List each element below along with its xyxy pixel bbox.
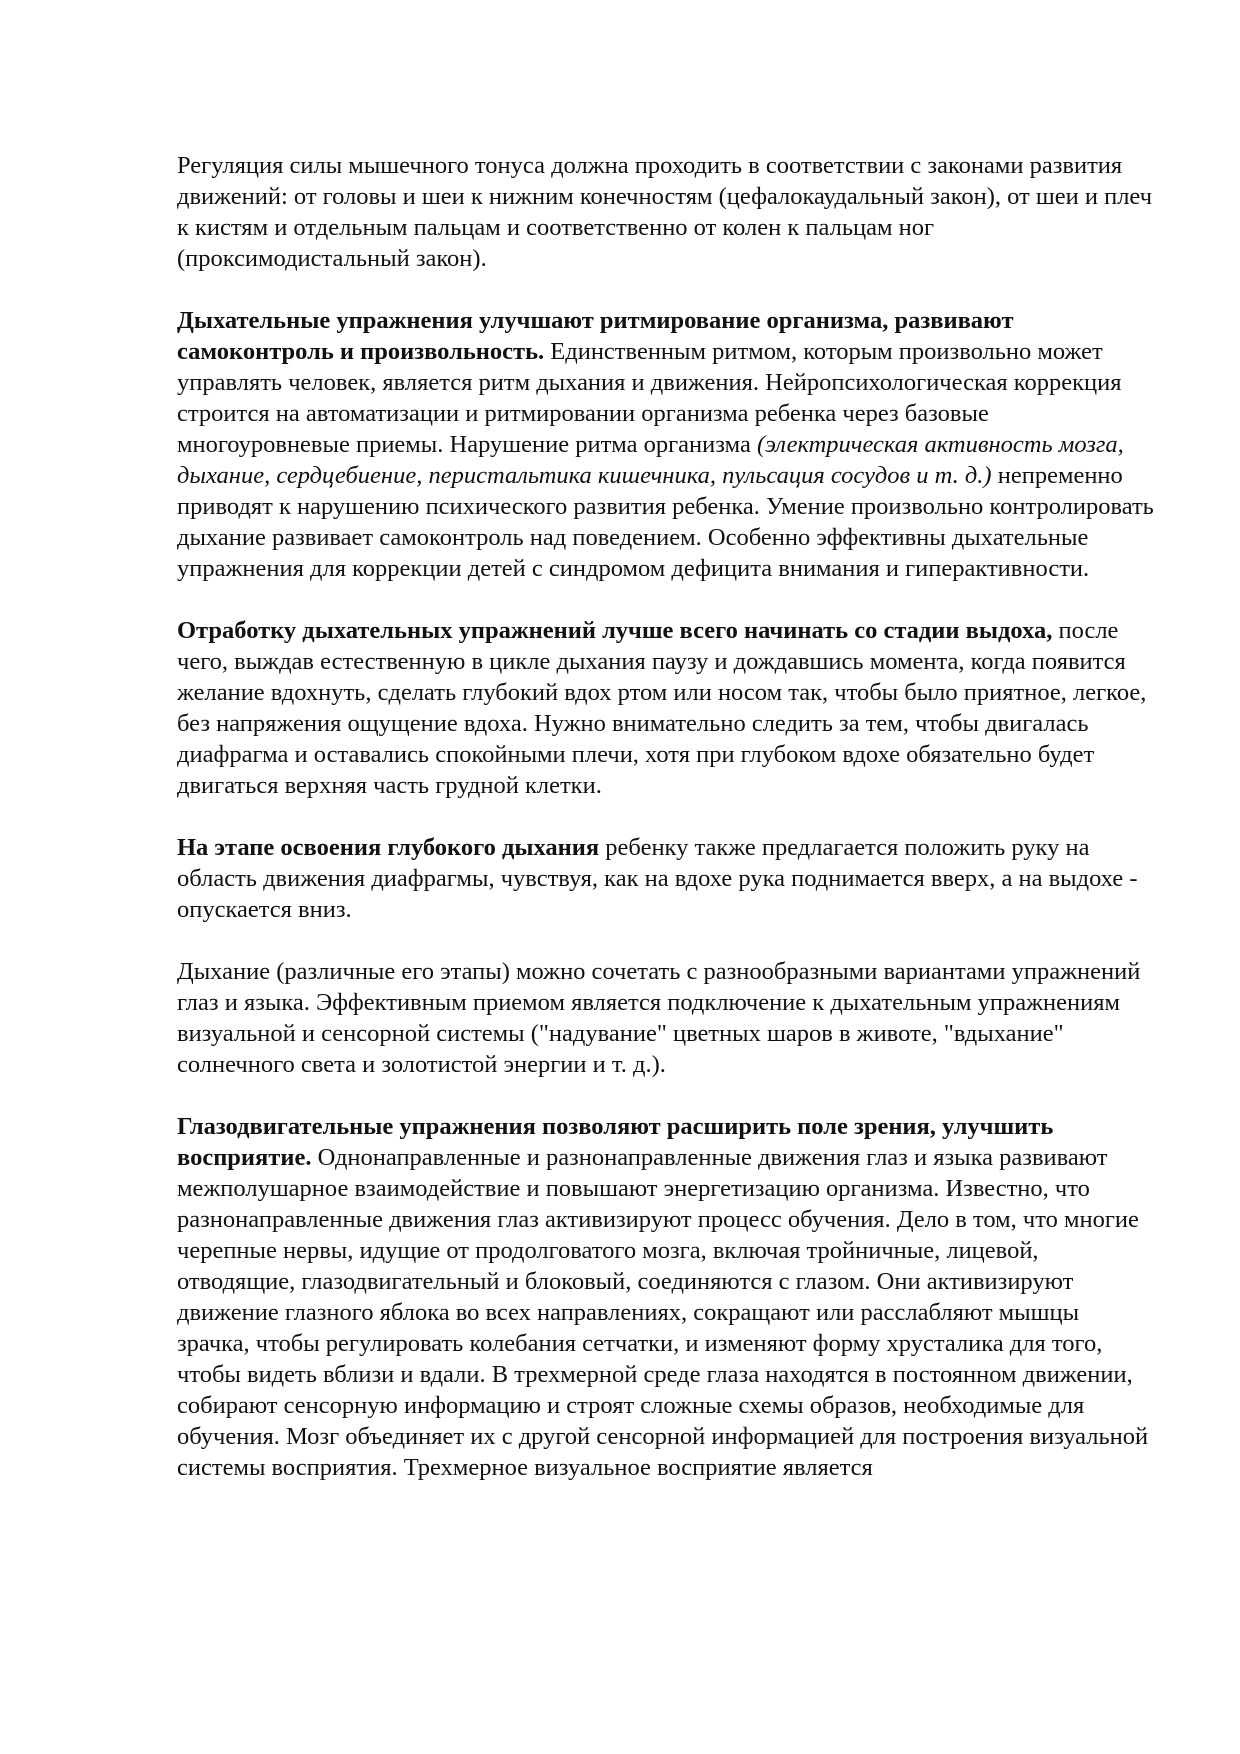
document-page [177,150,1157,1483]
paragraph-eye-movement-exercises [177,1111,1157,1483]
paragraph-text: после чего, выждав естественную в цикле дыхания паузу и дождавшись момента, когда появится желание вдохнуть, сделать глубокий вдох ртом или носом так, чтобы было приятное, легкое, без напряжения ощущение вдоха. Нужно внимательно следить за тем, чтобы двигалась диафрагма и оставались спокойными плечи, хотя при глубоком вдохе обязательно будет двигаться верхняя часть грудной клетки. [177,617,1147,799]
paragraph-text: Дыхание (различные его этапы) можно сочетать с разнообразными вариантами упражнений глаз и языка. Эффективным приемом является подключение к дыхательным упражнениям визуальной и сенсорной системы ("надувание" цветных шаров в животе, "вдыхание" солнечного света и золотистой энергии и т. д.). [177,958,1141,1078]
paragraph-breathing-exercises [177,305,1157,584]
paragraph-heading: Дыхательные упражнения улучшают ритмирование организма, развивают самоконтроль и произвольность. [177,307,1014,365]
paragraph-exhale-stage [177,615,1157,801]
paragraph-text: Однонаправленные и разнонаправленные движения глаз и языка развивают межполушарное взаимодействие и повышают энергетизацию организма. Известно, что разнонаправленные движения глаз активизируют процесс обучения. Дело в том, что многие черепные нервы, идущие от продолговатого мозга, включая тройничные, лицевой, отводящие, глазодвигательный и блоковый, соединяются с глазом. Они активизируют движение глазного яблока во всех направлениях, сокращают или расслабляют мышцы зрачка, чтобы регулировать колебания сетчатки, и изменяют форму хрусталика для того, чтобы видеть вблизи и вдали. В трехмерной среде глаза находятся в постоянном движении, собирают сенсорную информацию и строят сложные схемы образов, необходимые для обучения. Мозг объединяет их с другой сенсорной информацией для построения визуальной системы восприятия. Трехмерное визуальное восприятие является [177,1144,1149,1481]
paragraph-heading: На этапе освоения глубокого дыхания [177,834,600,861]
paragraph-muscle-tone [177,150,1157,274]
paragraph-deep-breathing [177,832,1157,925]
paragraph-heading: Отработку дыхательных упражнений лучше всего начинать со стадии выдоха, [177,617,1053,644]
paragraph-heading: Глазодвигательные упражнения позволяют расширить поле зрения, улучшить восприятие. [177,1113,1054,1171]
paragraph-text: непременно приводят к нарушению психического развития ребенка. Умение произвольно контролировать дыхание развивает самоконтроль над поведением. Особенно эффективны дыхательные упражнения для коррекции детей с синдромом дефицита внимания и гиперактивности. [177,462,1154,582]
paragraph-text: ребенку также предлагается положить руку на область движения диафрагмы, чувствуя, как на вдохе рука поднимается вверх, а на выдохе - опускается вниз. [177,834,1138,923]
paragraph-text: Регуляция силы мышечного тонуса должна проходить в соответствии с законами развития движений: от головы и шеи к нижним конечностям (цефалокаудальный закон), от шеи и плеч к кистям и отдельным пальцам и соответственно от колен к пальцам ног (проксимодистальный закон). [177,152,1153,272]
paragraph-italic-note: (электрическая активность мозга, дыхание, сердцебиение, перистальтика кишечника, пульсация сосудов и т. д.) [177,431,1124,489]
paragraph-text: Единственным ритмом, которым произвольно может управлять человек, является ритм дыхания и движения. Нейропсихологическая коррекция строится на автоматизации и ритмировании организма ребенка через базовые многоуровневые приемы. Нарушение ритма организма [177,338,1122,458]
paragraph-breathing-combinations [177,956,1157,1080]
